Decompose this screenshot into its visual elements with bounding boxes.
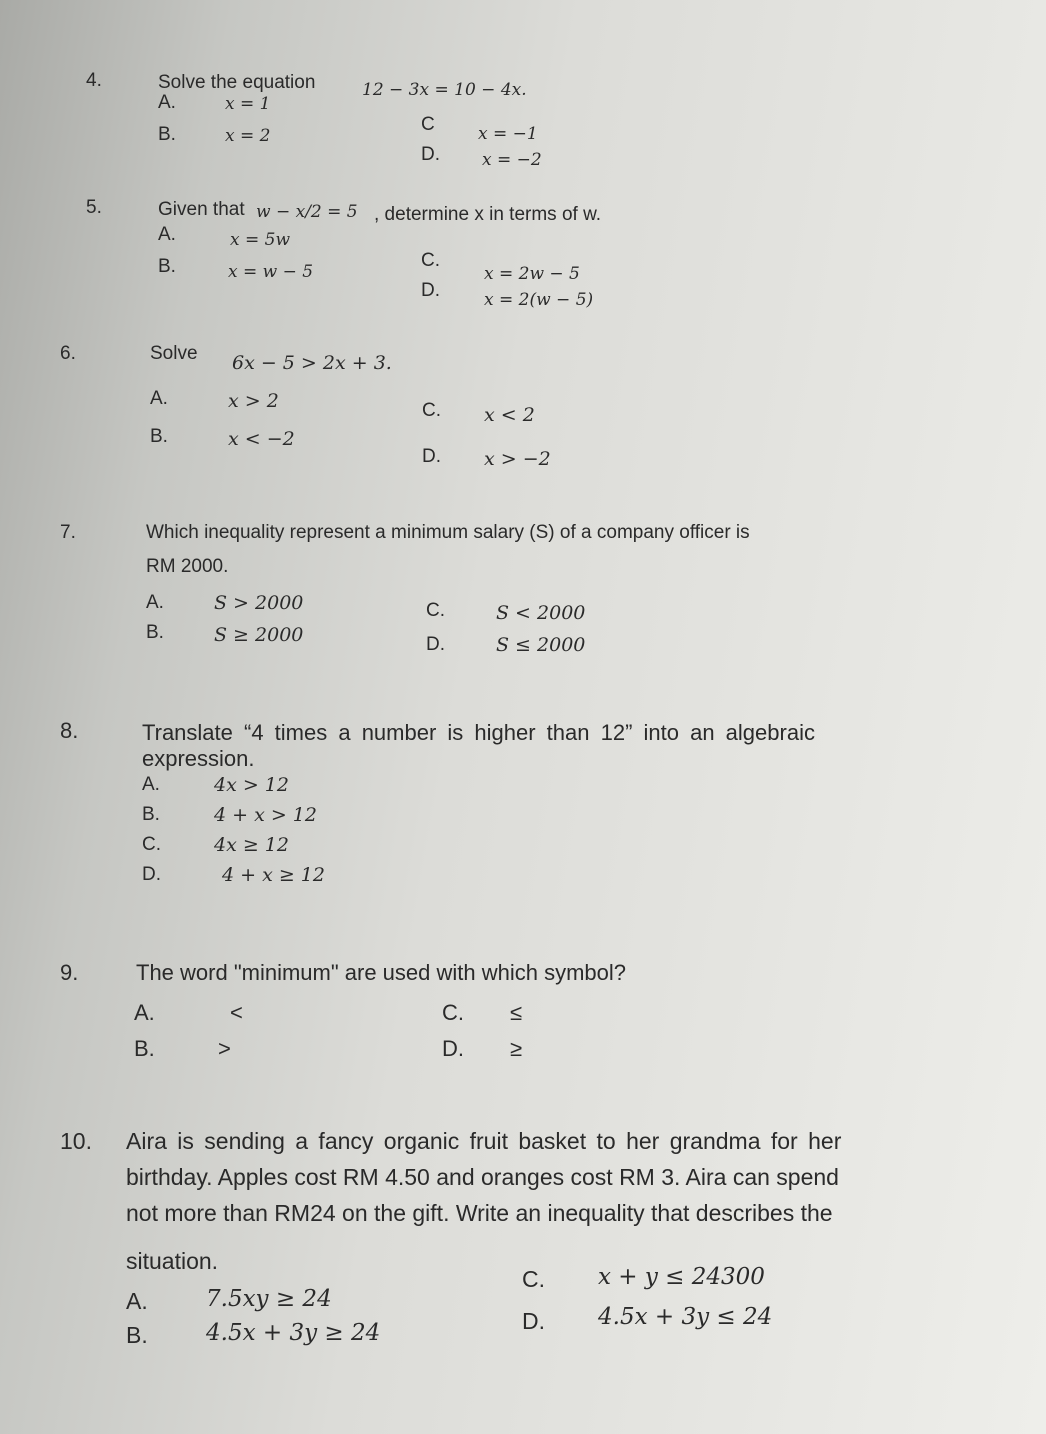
option-d-label: D. [421, 144, 440, 165]
option-a-text: x > 2 [228, 390, 279, 412]
option-d-text: x = −2 [482, 150, 542, 170]
question-stem-line2: birthday. Apples cost RM 4.50 and oranges cost RM 3. Aira can spend [126, 1164, 839, 1190]
option-a-label: A. [142, 774, 160, 795]
option-d-label: D. [421, 280, 440, 301]
option-a-text: 4x > 12 [214, 774, 289, 796]
option-d-label: D. [442, 1036, 464, 1061]
question-number: 5. [86, 197, 102, 218]
option-c-label: C. [442, 1000, 464, 1025]
question-stem-line2: expression. [142, 746, 255, 771]
option-a-label: A. [126, 1288, 148, 1314]
question-number: 10. [60, 1128, 92, 1154]
option-c-text: x < 2 [484, 404, 535, 426]
option-c-label: C. [422, 400, 441, 421]
option-b-label: B. [134, 1036, 155, 1061]
option-a-text: S > 2000 [214, 592, 304, 614]
option-a-label: A. [150, 388, 168, 409]
option-b-text: 4 + x > 12 [214, 804, 317, 826]
question-number: 9. [60, 960, 79, 985]
option-b-text: x = 2 [225, 126, 271, 146]
option-d-text: x > −2 [484, 448, 551, 470]
option-b-text: x < −2 [228, 428, 295, 450]
option-a-text: x = 1 [225, 94, 271, 114]
option-d-label: D. [142, 864, 161, 885]
option-c-label: C [421, 114, 435, 135]
option-c-text: ≤ [510, 1000, 523, 1025]
question-stem: The word "minimum" are used with which symbol? [136, 960, 627, 985]
option-c-label: C. [421, 250, 440, 271]
question-stem: Translate “4 times a number is higher than 12” into an algebraic [142, 720, 815, 745]
option-d-label: D. [422, 446, 441, 467]
option-c-label: C. [522, 1266, 545, 1292]
option-d-label: D. [426, 634, 445, 655]
question-number: 8. [60, 718, 79, 743]
option-c-label: C. [426, 600, 445, 621]
question-stem: Given that [158, 199, 245, 220]
question-stem-line3: not more than RM24 on the gift. Write an inequality that describes the [126, 1200, 833, 1226]
question-stem-line2: RM 2000. [146, 556, 229, 577]
option-a-text: x = 5w [230, 230, 291, 250]
option-d-text: 4 + x ≥ 12 [222, 864, 325, 886]
option-a-label: A. [158, 224, 176, 245]
question-stem-end: , determine x in terms of w. [374, 204, 602, 225]
question-stem: Solve [150, 343, 198, 364]
option-c-text: x + y ≤ 24300 [598, 1264, 765, 1290]
question-stem: Which inequality represent a minimum salary (S) of a company officer is [146, 522, 750, 543]
option-b-text: S ≥ 2000 [214, 624, 304, 646]
option-d-text: S ≤ 2000 [496, 634, 586, 656]
question-number: 7. [60, 522, 76, 543]
option-b-label: B. [146, 622, 164, 643]
option-a-text: 7.5xy ≥ 24 [206, 1286, 332, 1312]
question-stem: Solve the equation [158, 72, 316, 93]
option-c-label: C. [142, 834, 161, 855]
question-expression: 12 − 3x = 10 − 4x. [362, 80, 527, 100]
question-number: 4. [86, 70, 102, 91]
option-c-text: x = −1 [478, 124, 538, 144]
option-a-text: < [230, 1000, 243, 1025]
option-d-text: ≥ [510, 1036, 523, 1061]
option-c-text: S < 2000 [496, 602, 586, 624]
option-b-label: B. [158, 124, 176, 145]
option-c-text: 4x ≥ 12 [214, 834, 289, 856]
option-d-text: 4.5x + 3y ≤ 24 [598, 1304, 773, 1330]
option-d-label: D. [522, 1308, 545, 1334]
option-a-label: A. [158, 92, 176, 113]
option-b-text: x = w − 5 [228, 262, 314, 282]
option-b-label: B. [150, 426, 168, 447]
question-stem: Aira is sending a fancy organic fruit basket to her grandma for her [126, 1128, 842, 1154]
option-b-label: B. [158, 256, 176, 277]
question-stem-line4: situation. [126, 1248, 219, 1274]
option-b-text: > [218, 1036, 231, 1061]
question-expression: w − x/2 = 5 [256, 202, 358, 222]
option-b-label: B. [142, 804, 160, 825]
option-b-text: 4.5x + 3y ≥ 24 [206, 1320, 381, 1346]
question-number: 6. [60, 343, 76, 364]
option-b-label: B. [126, 1322, 148, 1348]
option-c-text: x = 2w − 5 [484, 264, 580, 284]
question-expression: 6x − 5 > 2x + 3. [232, 352, 392, 374]
option-d-text: x = 2(w − 5) [484, 290, 594, 310]
option-a-label: A. [134, 1000, 155, 1025]
option-a-label: A. [146, 592, 164, 613]
